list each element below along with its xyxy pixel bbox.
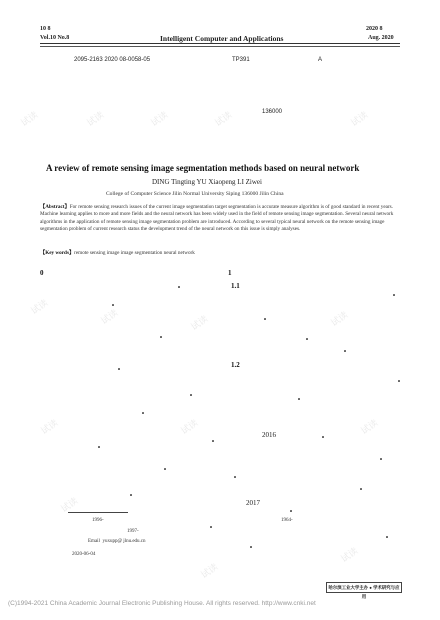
year-2016: 2016: [262, 431, 276, 439]
watermark: 试读: [19, 109, 40, 129]
watermark: 试读: [329, 309, 350, 329]
watermark: 试读: [179, 417, 200, 437]
punctuation-mark: [142, 412, 144, 414]
keywords: [40, 250, 400, 257]
email-label: Email: [88, 539, 100, 544]
punctuation-mark: [164, 468, 166, 470]
punctuation-mark: [160, 336, 162, 338]
email-address[interactable]: yuxupp@ jlnu.edu.cn: [102, 539, 146, 544]
watermark: 试读: [339, 545, 360, 565]
footnote-email: [88, 539, 146, 544]
document-code: A: [318, 57, 323, 63]
watermark: 试读: [359, 417, 380, 437]
postcode: 136000: [262, 109, 283, 115]
year-2017: 2017: [246, 499, 260, 507]
punctuation-mark: [130, 494, 132, 496]
punctuation-mark: [344, 350, 346, 352]
punctuation-mark: [250, 546, 252, 548]
paper-authors: DING Tingting YU Xiaopeng LI Ziwei: [152, 178, 262, 186]
watermark: 试读: [39, 417, 60, 437]
section-0-heading: 0: [40, 269, 44, 277]
punctuation-mark: [264, 318, 266, 320]
watermark: 试读: [85, 109, 106, 129]
footnote-rule: [68, 512, 128, 513]
punctuation-mark: [210, 526, 212, 528]
header-rule-thick: [40, 43, 400, 44]
footnote-author-1996: 1996-: [92, 518, 104, 523]
section-1-heading: 1: [228, 269, 232, 277]
classification-code: TP391: [232, 57, 250, 63]
punctuation-mark: [306, 338, 308, 340]
paper-title: A review of remote sensing image segmentation methods based on neural network: [46, 163, 360, 173]
punctuation-mark: [386, 536, 388, 538]
section-1-1-heading: 1.1: [231, 282, 240, 290]
watermark: 试读: [59, 495, 80, 515]
issn-doi: 2095-2163 2020 08-0058-05: [74, 57, 151, 63]
header-date-line2: Aug. 2020: [368, 35, 394, 41]
journal-badge: 哈尔滨工业大学主办 ● 学术研究与应用: [326, 582, 402, 593]
punctuation-mark: [298, 398, 300, 400]
punctuation-mark: [360, 488, 362, 490]
punctuation-mark: [322, 436, 324, 438]
keywords-text: remote sensing image image segmentation neural network: [74, 250, 195, 256]
punctuation-mark: [234, 476, 236, 478]
footnote-author-1997: 1997-: [127, 529, 139, 534]
punctuation-mark: [290, 510, 292, 512]
watermark: 试读: [213, 109, 234, 129]
punctuation-mark: [190, 394, 192, 396]
watermark: 试读: [149, 109, 170, 129]
paper-affiliation: College of Computer Science Jilin Normal University Siping 136000 Jilin China: [106, 191, 284, 197]
punctuation-mark: [393, 294, 395, 296]
received-date: 2020-06-04: [72, 552, 96, 557]
punctuation-mark: [178, 286, 180, 288]
footnote-author-1964: 1964-: [281, 518, 293, 523]
header-volume-line1: 10 8: [40, 26, 51, 32]
header-volume-line2: Vol.10 No.8: [40, 35, 70, 41]
watermark: 试读: [99, 307, 120, 327]
punctuation-mark: [98, 446, 100, 448]
punctuation-mark: [398, 380, 400, 382]
punctuation-mark: [212, 440, 214, 442]
abstract-text: For remote sensing research issues of the current image segmentation target segmentation is accurate measure algorithm is of good standard in recent years. Machine learning applies to more and more fields and the neural network has been widely used in the field of remote sensing image segmentation. Several neural network algorithms in the application of remote sensing image segmentation problem are introduced. According to several typical neural network on the remote sensing image segmentation problem of current research status the development trend of the neural network on this issue is simply analyses.: [40, 204, 394, 233]
copyright-line: (C)1994-2021 China Academic Journal Electronic Publishing House. All rights reserved. http://www.cnki.net: [8, 600, 316, 607]
watermark: 试读: [199, 561, 220, 581]
journal-name: Intelligent Computer and Applications: [160, 34, 284, 43]
abstract: [40, 204, 400, 234]
header-rule-thin: [40, 46, 400, 47]
watermark: 试读: [29, 297, 50, 317]
header-date-line1: 2020 8: [366, 26, 383, 32]
punctuation-mark: [380, 458, 382, 460]
section-1-2-heading: 1.2: [231, 361, 240, 369]
abstract-label: 【Abstract】: [40, 204, 70, 210]
watermark: 试读: [189, 313, 210, 333]
punctuation-mark: [118, 368, 120, 370]
watermark: 试读: [349, 109, 370, 129]
keywords-label: 【Key words】: [40, 250, 75, 256]
